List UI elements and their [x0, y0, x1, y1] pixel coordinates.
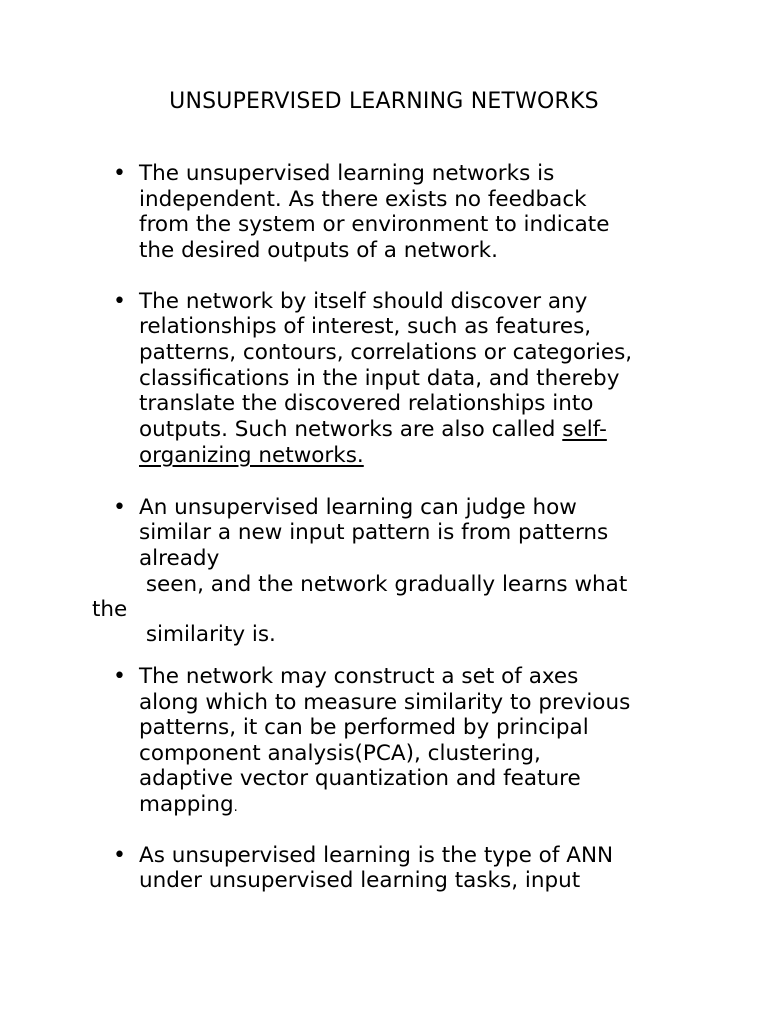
bullet-marker: • [113, 161, 126, 186]
trailing-period: . [233, 800, 238, 815]
bullet-4-line-2: along which to measure similarity to previous [139, 690, 631, 715]
bullet-3-line-5: the [92, 597, 128, 622]
bullet-3-line-3: already [139, 546, 220, 571]
self-organizing-link-part-1: self- [562, 417, 607, 442]
bullet-4-line-6 [139, 792, 238, 821]
bullet-3-line-1: An unsupervised learning can judge how [139, 495, 577, 520]
bullet-2-line-6 [139, 417, 607, 443]
bullet-2-line-2: relationships of interest, such as features, [139, 314, 592, 339]
bullet-2-line-4: classifications in the input data, and thereby [139, 366, 620, 391]
bullet-1-line-4: the desired outputs of a network. [139, 238, 498, 263]
bullet-marker: • [113, 843, 126, 868]
document-title: UNSUPERVISED LEARNING NETWORKS [169, 89, 599, 114]
bullet-3-line-4: seen, and the network gradually learns what [139, 572, 628, 597]
bullet-1-line-3: from the system or environment to indicate [139, 212, 610, 237]
bullet-marker: • [113, 664, 126, 689]
bullet-2-line-3: patterns, contours, correlations or categories, [139, 340, 633, 365]
bullet-2-line-6-text: outputs. Such networks are also called [139, 417, 563, 442]
bullet-5-line-1: As unsupervised learning is the type of ANN [139, 843, 614, 868]
bullet-5-line-2: under unsupervised learning tasks, input [139, 868, 581, 893]
bullet-4-line-1: The network may construct a set of axes [139, 664, 579, 689]
bullet-3-line-6: similarity is. [139, 622, 276, 647]
bullet-1-line-1: The unsupervised learning networks is [139, 161, 555, 186]
bullet-4-line-3: patterns, it can be performed by principal [139, 715, 589, 740]
bullet-4-line-5: adaptive vector quantization and feature [139, 766, 581, 791]
bullet-2-line-1: The network by itself should discover any [139, 289, 588, 314]
bullet-4-line-6-text: mapping [139, 792, 234, 817]
bullet-3-line-2: similar a new input pattern is from patterns [139, 520, 609, 545]
bullet-2-line-5: translate the discovered relationships into [139, 391, 594, 416]
bullet-1-line-2: independent. As there exists no feedback [139, 187, 587, 212]
bullet-4-line-4: component analysis(PCA), clustering, [139, 741, 541, 766]
self-organizing-link-part-2: organizing networks. [139, 443, 364, 468]
bullet-marker: • [113, 495, 126, 520]
bullet-marker: • [113, 289, 126, 314]
